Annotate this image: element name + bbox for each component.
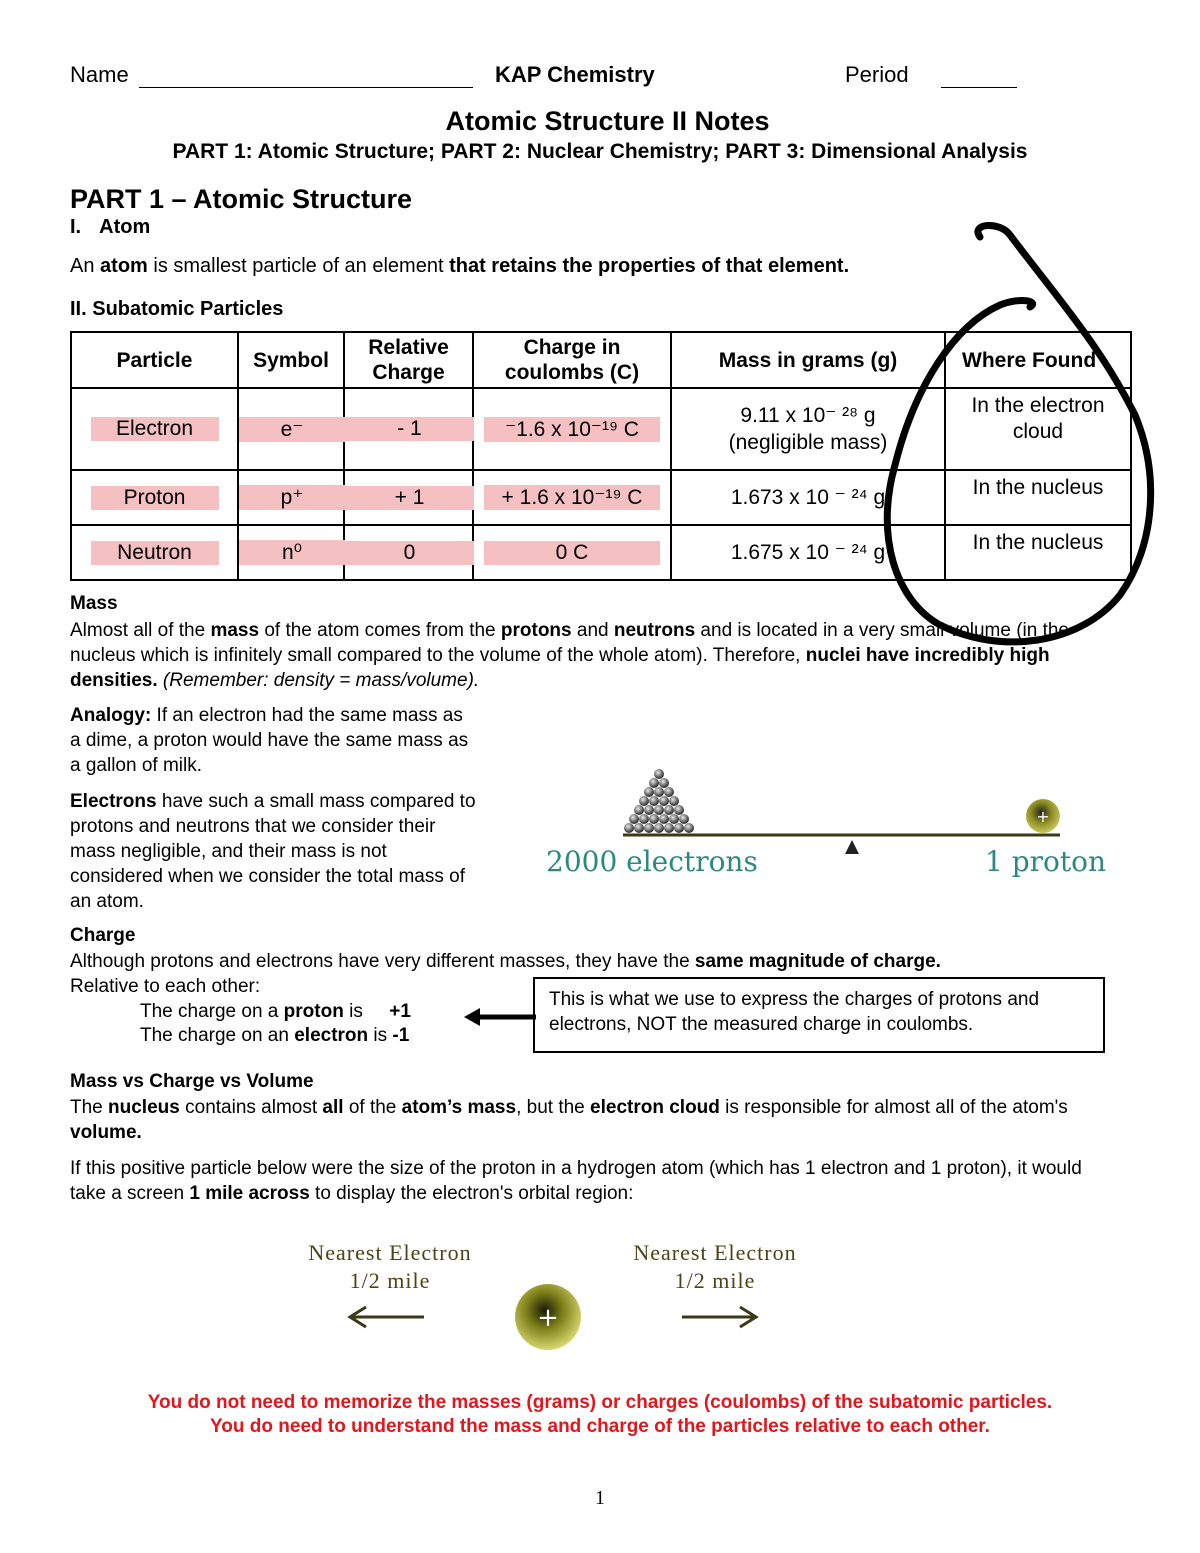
right-label-distance: 1/2 mile (674, 1268, 756, 1293)
arrow-right-icon (682, 1307, 756, 1327)
atom-def-text: An (70, 255, 101, 277)
left-label-distance: 1/2 mile (349, 1268, 431, 1293)
coulomb-cell: + 1.6 x 10⁻¹⁹ C (484, 485, 660, 510)
atom-definition (70, 254, 849, 279)
right-label-title: Nearest Electron (633, 1240, 797, 1265)
relative-charge-cell: 0 (345, 541, 474, 565)
left-label-title: Nearest Electron (308, 1240, 472, 1265)
coulomb-cell: 0 C (484, 541, 660, 565)
period-blank[interactable] (941, 67, 1017, 88)
proton-label: 1 proton (985, 845, 1107, 878)
location-cell: In the nucleus (945, 525, 1131, 580)
handdrawn-loop-annotation (880, 215, 1160, 655)
warning-line-1: You do not need to memorize the masses (grams) or charges (coulombs) of the subatomic particles. (147, 1392, 1053, 1413)
mass-note: (negligible mass) (728, 431, 888, 454)
section-title: Atom (99, 216, 151, 238)
mcv-heading: Mass vs Charge vs Volume (70, 1071, 314, 1092)
page-number: 1 (595, 1487, 605, 1509)
warning-line-2: You do need to understand the mass and charge of the particles relative to each other. (210, 1416, 990, 1437)
col-header: Symbol (238, 332, 344, 388)
mcv-paragraph: The nucleus contains almost all of the atom’s mass, but the electron cloud is responsible for almost all of the atom's volume. (70, 1097, 1068, 1143)
part1-heading: PART 1 – Atomic Structure (70, 184, 413, 214)
electron-pile-icon (624, 769, 694, 833)
electrons-paragraph: Electrons have such a small mass compared to protons and neutrons that we consider their mass negligible, and their mass is not considered when we consider the total mass of an atom. (70, 791, 476, 912)
fulcrum-icon (845, 840, 859, 854)
name-field[interactable] (70, 62, 473, 88)
location-cell: In the electron cloud (945, 388, 1131, 470)
section-atom-heading (70, 216, 150, 239)
atom-def-bold: that retains the properties of that element. (449, 255, 850, 277)
page-title: Atomic Structure II Notes (445, 106, 770, 136)
mass-cell: 1.673 x 10 ⁻ ²⁴ g (671, 470, 945, 525)
relative-charge-cell: + 1 (345, 486, 474, 510)
mass-paragraph: Almost all of the mass of the atom comes from the protons and neutrons and is located in a very small volume (in the nucleus which is infinitely small compared to the volume of the whole atom). Therefore, nuclei have incredibly high densities. (Remember: density = mass/volume). (70, 620, 1069, 691)
relative-charge-cell: - 1 (345, 417, 474, 441)
symbol-cell: e⁻ (239, 417, 345, 442)
note-box (533, 977, 1105, 1053)
electron-charge-line: The charge on an electron is -1 (140, 1025, 410, 1046)
col-header: Mass in grams (g) (671, 332, 945, 388)
electrons-label: 2000 electrons (546, 845, 758, 878)
mass-heading: Mass (70, 593, 118, 614)
particle-cell: Proton (91, 486, 219, 510)
col-header: Charge in coulombs (C) (473, 332, 671, 388)
coulomb-cell: ⁻1.6 x 10⁻¹⁹ C (484, 417, 660, 442)
proton-plus: + (537, 1303, 559, 1333)
col-header: Relative Charge (344, 332, 473, 388)
course-title: KAP Chemistry (495, 62, 655, 87)
atom-def-text: is smallest particle of an element (147, 255, 450, 277)
particle-cell: Neutron (91, 541, 219, 565)
arrow-left-icon (350, 1307, 424, 1327)
name-label: Name (70, 62, 129, 87)
section-number: I. (70, 216, 82, 238)
charge-paragraph: Although protons and electrons have very different masses, they have the same magnitude of charge. (70, 951, 941, 972)
period-field[interactable] (845, 62, 1017, 88)
charge-heading: Charge (70, 925, 136, 946)
note-text: This is what we use to express the charges of protons and electrons, NOT the measured charge in coulombs. (549, 989, 1040, 1035)
proton-size-paragraph: If this positive particle below were the size of the proton in a hydrogen atom (which has 1 electron and 1 proton), it would take a screen 1 mile across to display the electron's orbital region: (70, 1158, 1082, 1204)
analogy-paragraph: Analogy: If an electron had the same mass as a dime, a proton would have the same mass as a gallon of milk. (70, 705, 469, 776)
arrow-left-icon (462, 1004, 536, 1030)
period-label: Period (845, 62, 909, 87)
location-cell: In the nucleus (945, 470, 1131, 525)
particle-cell: Electron (91, 417, 219, 441)
proton-plus: + (1036, 807, 1050, 826)
relative-text: Relative to each other: (70, 976, 261, 997)
symbol-cell: n⁰ (239, 540, 345, 565)
atom-def-bold: atom (100, 255, 148, 277)
name-blank[interactable] (139, 67, 473, 88)
mass-cell: 9.11 x 10⁻ ²⁸ g (740, 404, 876, 427)
col-header: Where Found (945, 332, 1131, 388)
col-header: Particle (71, 332, 238, 388)
symbol-cell: p⁺ (239, 485, 345, 510)
proton-charge-line: The charge on a proton is +1 (140, 1001, 411, 1022)
section-subatomic-heading: II. Subatomic Particles (70, 298, 284, 320)
nearest-electron-diagram (340, 1280, 770, 1360)
page-subtitle: PART 1: Atomic Structure; PART 2: Nuclear Chemistry; PART 3: Dimensional Analysis (172, 140, 1028, 163)
mass-cell: 1.675 x 10 ⁻ ²⁴ g (671, 525, 945, 580)
